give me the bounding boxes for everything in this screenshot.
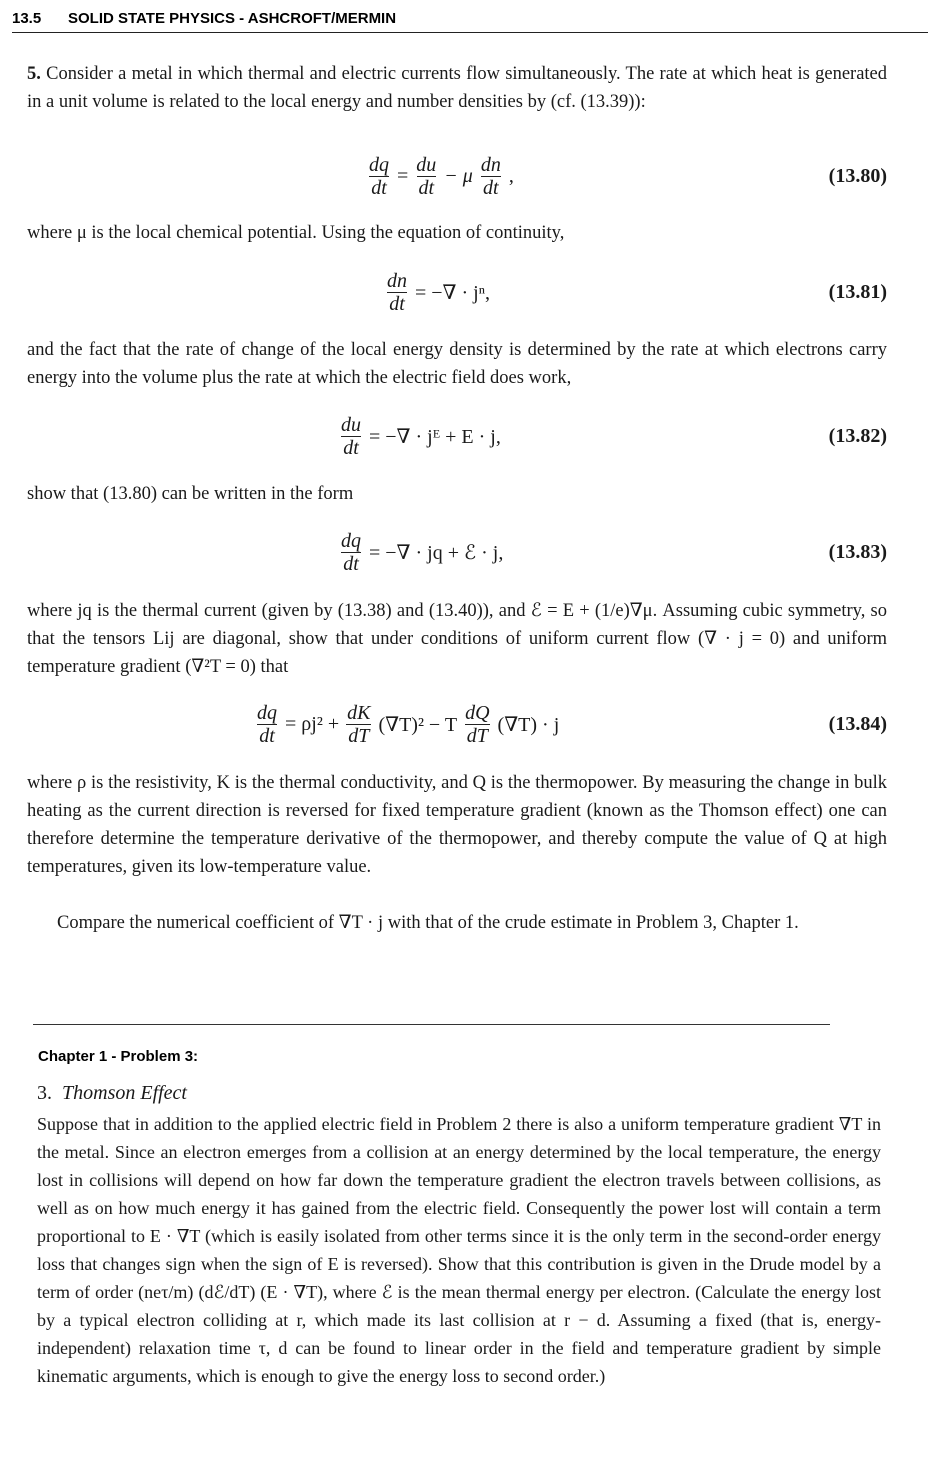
- compare-paragraph: [27, 909, 887, 937]
- problem5-intro: [27, 60, 887, 116]
- eq84-lhs-den: dt: [259, 724, 275, 747]
- text-after-13-81: and the fact that the rate of change of the local energy density is determined by the rate at which electrons carry energy into the volume plus the rate at which the electric field does work,: [27, 340, 887, 388]
- eq84-t1: = ρj² +: [285, 712, 340, 735]
- eq82-lhs-den: dt: [343, 436, 359, 459]
- eq84-dk-num: dK: [347, 701, 371, 724]
- eq80-mid: − μ: [444, 164, 473, 187]
- equation-13-82: [27, 406, 887, 466]
- eq84-t3: (∇T) · j: [497, 713, 560, 736]
- eq80-t1-num: du: [416, 153, 437, 176]
- eq83-lhs-den: dt: [343, 552, 359, 575]
- eq80-tail: ,: [508, 164, 514, 187]
- problem3-body: Suppose that in addition to the applied electric field in Problem 2 there is also a uniform temperature gradient ∇T in the metal. Since an electron emerges from a collision at an energy determined by the local temperature, the energy lost in collisions will depend on how far down the temperature gradient the electron travels between collisions, as well as on how much energy it has gained from the electric field. Consequently the power lost will contain a term proportional to E · ∇T (which is easily isolated from other terms since it is the only term in the second-order energy loss that changes sign when the sign of E is reversed). Show that this contribution is given in the Drude model by a term of order (neτ/m) (dℰ/dT) (E · ∇T), where ℰ is the mean thermal energy per electron. (Calculate the energy lost by a typical electron colliding at r, which made its last collision at r − d. Assuming a fixed (that is, energy-independent) relaxation time τ, d can be found to linear order in the field and temperature gradient by simple kinematic arguments, which is enough to give the energy loss to second order.): [37, 1114, 881, 1386]
- eq84-lhs-num: dq: [257, 701, 277, 724]
- eq82-label: (13.82): [828, 424, 887, 447]
- section-divider: [33, 1024, 830, 1025]
- eq82-rhs: = −∇ · jᴱ + E · j,: [369, 425, 501, 448]
- eq84-dq-den: dT: [466, 724, 488, 747]
- equation-13-84: [27, 694, 887, 754]
- equation-13-81: [27, 262, 887, 322]
- eq80-t2-den: dt: [483, 176, 499, 199]
- equation-13-80: $\frac{dq}{dt}$ = $\frac{du}{dt}$ − μ $\frac{dn}{dt}$ , (13.80): [27, 146, 887, 206]
- problem5-number: 5.: [27, 64, 41, 84]
- chapter1-problem3-label: Chapter 1 - Problem 3:: [38, 1048, 199, 1065]
- text-after-13-83: where jq is the thermal current (given by (13.38) and (13.40)), and ℰ = E + (1/e)∇μ. Assuming cubic symmetry, so that the tensors Lij are diagonal, show that under conditions of uniform current flow (∇ · j = 0) and uniform temperature gradient (∇²T = 0) that: [27, 601, 887, 677]
- problem3-title: Thomson Effect: [62, 1082, 187, 1104]
- section-number: 13.5: [12, 10, 42, 27]
- text-after-13-84: where ρ is the resistivity, K is the thermal conductivity, and Q is the thermopower. By measuring the change in bulk heating as the current direction is reversed for fixed temperature gradient (known as the Thomson effect) one can therefore determine the temperature derivative of the thermopower, and thereby compute the value of Q at high temperatures, given its low-temperature value.: [27, 773, 887, 877]
- text-after-13-82: show that (13.80) can be written in the form: [27, 484, 354, 504]
- eq80-lhs-num: dq: [369, 153, 389, 176]
- problem3-number: 3.: [37, 1082, 52, 1104]
- eq83-label: (13.83): [828, 540, 887, 563]
- problem5-intro-text: Consider a metal in which thermal and electric currents flow simultaneously. The rate at which heat is generated in a unit volume is related to the local energy and number densities by (cf. (13.39)):: [27, 64, 888, 112]
- eq84-label: (13.84): [828, 712, 887, 735]
- eq83-rhs: = −∇ · jq + ℰ · j,: [369, 541, 504, 564]
- text-after-13-80: where μ is the local chemical potential. Using the equation of continuity,: [27, 223, 565, 243]
- eq80-t1-den: dt: [418, 176, 435, 199]
- eq81-rhs: = −∇ · jⁿ,: [415, 281, 491, 304]
- eq80-label: (13.80): [828, 164, 887, 187]
- eq84-t2: (∇T)² − T: [378, 713, 458, 736]
- book-title: SOLID STATE PHYSICS - ASHCROFT/MERMIN: [68, 10, 397, 27]
- eq83-lhs-num: dq: [341, 529, 361, 552]
- compare-text: Compare the numerical coefficient of ∇T · j with that of the crude estimate in Problem 3, Chapter 1.: [57, 913, 799, 933]
- eq81-label: (13.81): [828, 280, 887, 303]
- eq80-lhs-den: dt: [371, 176, 387, 199]
- eq82-lhs-num: du: [341, 413, 361, 436]
- eq80-t2-num: dn: [480, 153, 501, 176]
- problem3-heading: [37, 1082, 187, 1105]
- eq84-dk-den: dT: [348, 724, 370, 747]
- page-header: [12, 10, 928, 33]
- eq81-lhs-den: dt: [389, 292, 405, 315]
- equation-13-83: [27, 522, 887, 582]
- eq81-lhs-num: dn: [387, 269, 407, 292]
- eq84-dq-num: dQ: [465, 701, 490, 724]
